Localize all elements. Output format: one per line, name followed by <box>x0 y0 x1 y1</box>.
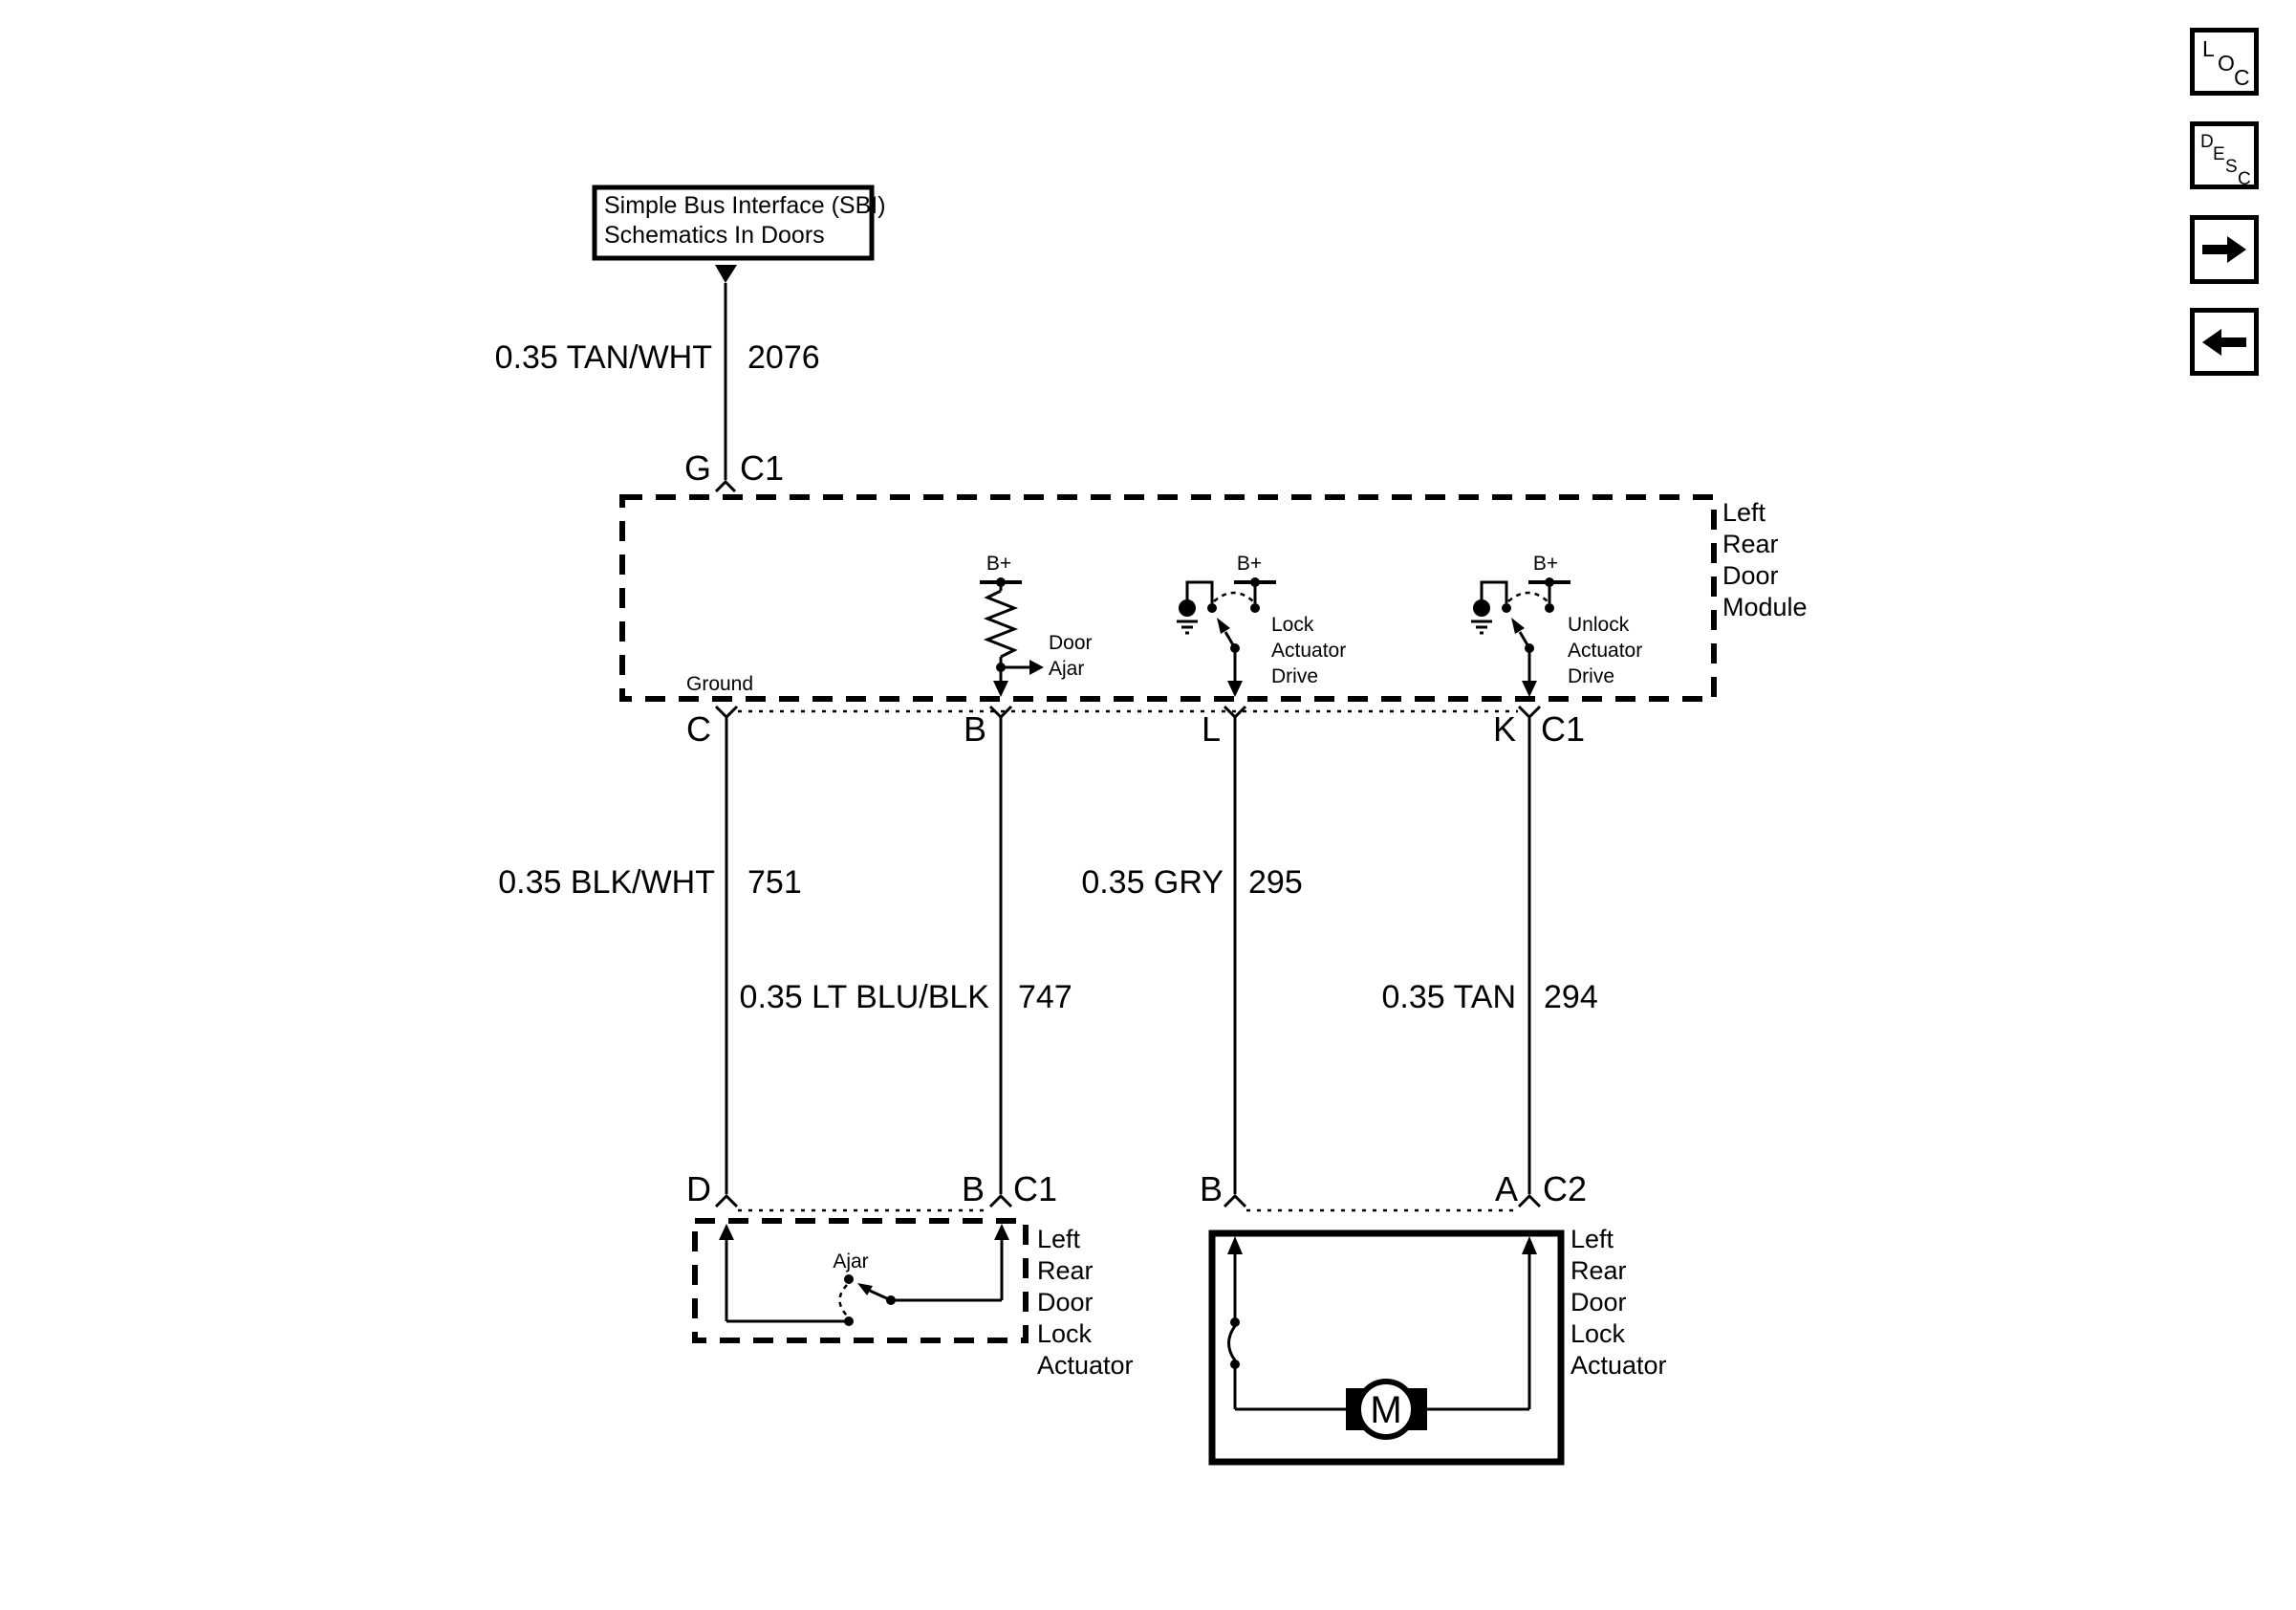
junction-dot <box>1230 1317 1240 1327</box>
ajar-actuator-connector-c1-label: C1 <box>1013 1169 1058 1208</box>
lock-actuator-pin-a-label: A <box>1494 1169 1518 1208</box>
ground-terminal-dot <box>1473 599 1490 617</box>
loc-button[interactable] <box>2190 28 2259 96</box>
lock-actuator-drive-circuit <box>1177 553 1346 697</box>
switch-arm <box>870 1291 891 1300</box>
forward-arrow-icon <box>2202 236 2246 263</box>
desc-letter: C <box>2238 169 2251 189</box>
lock-actuator-name-line: Actuator <box>1570 1351 1667 1380</box>
wire-color-label: 0.35 BLK/WHT <box>498 864 715 901</box>
bplus-label: B+ <box>1236 553 1263 575</box>
loc-letter: L <box>2202 36 2215 61</box>
switch-contact-dot <box>1250 603 1260 613</box>
wire <box>1187 582 1212 603</box>
pin-d-terminal-icon <box>716 1196 737 1207</box>
sbi-reference-line2[interactable]: Schematics In Doors <box>604 222 825 249</box>
module-name-line: Module <box>1722 593 1808 621</box>
up-arrow-icon <box>1522 1236 1537 1254</box>
loc-letter: C <box>2234 65 2250 90</box>
switch-throw-arc <box>1508 593 1548 601</box>
switch-throw-arc <box>1214 593 1253 601</box>
sbi-wire-circuit-label: 2076 <box>747 339 820 376</box>
switch-arm-arrow-icon <box>1511 618 1525 634</box>
module-pin-g-label: G <box>683 448 711 488</box>
door-ajar-label-line: Door <box>1049 632 1093 654</box>
ajar-actuator-pin-b-label: B <box>961 1169 985 1208</box>
unlock-drive-label-line: Actuator <box>1568 640 1643 662</box>
flexible-link-arc <box>1229 1326 1236 1360</box>
pin-k-terminal-icon <box>1519 707 1540 717</box>
module-pin-l-label: L <box>1201 709 1221 749</box>
lock-drive-label-line: Actuator <box>1271 640 1347 662</box>
wire-circuit-label: 294 <box>1544 979 1598 1015</box>
module-pin-b-label: B <box>963 709 986 749</box>
door-ajar-label-line: Ajar <box>1049 658 1085 680</box>
back-arrow-icon <box>2202 329 2246 356</box>
ajar-actuator-pin-d-label: D <box>686 1169 711 1208</box>
pin-c-terminal-icon <box>716 707 737 717</box>
down-arrow-icon <box>993 681 1008 697</box>
wire-circuit-label: 747 <box>1018 979 1072 1015</box>
ajar-switch-box <box>695 1221 1026 1340</box>
lock-actuator-name-line: Left <box>1570 1225 1614 1253</box>
module-pin-k-label: K <box>1492 709 1516 749</box>
lock-actuator-name-line: Door <box>1570 1288 1627 1316</box>
ajar-actuator-name-line: Door <box>1037 1288 1094 1316</box>
loc-letter: O <box>2218 51 2235 76</box>
lock-drive-label-line: Drive <box>1271 665 1319 687</box>
unlock-drive-label-line: Drive <box>1568 665 1615 687</box>
right-arrow-icon <box>1029 660 1044 675</box>
lock-actuator-connector-c2-label: C2 <box>1543 1169 1588 1208</box>
down-arrow-icon <box>1227 681 1243 697</box>
ajar-actuator-name-line: Rear <box>1037 1256 1094 1285</box>
switch-contact-dot <box>844 1316 854 1326</box>
module-name-line: Left <box>1722 498 1766 527</box>
ajar-actuator-name-line: Left <box>1037 1225 1081 1253</box>
unlock-actuator-drive-circuit <box>1471 553 1642 697</box>
wire-circuit-label: 751 <box>747 864 802 901</box>
motor-m-label: M <box>1370 1389 1402 1431</box>
pin-g-terminal-icon <box>716 482 735 491</box>
lock-actuator-motor-box <box>1212 1233 1561 1462</box>
pin-b-terminal-icon <box>990 1196 1011 1207</box>
desc-button[interactable] <box>2190 121 2259 189</box>
switch-contact-dot <box>1545 603 1554 613</box>
lock-actuator-name-line: Lock <box>1570 1319 1626 1348</box>
door-ajar-sense-circuit <box>980 553 1093 697</box>
switch-contact-dot <box>1207 603 1217 613</box>
switch-arm-arrow-icon <box>1217 618 1230 634</box>
down-arrow-icon <box>1522 681 1537 697</box>
desc-letter: E <box>2213 144 2225 164</box>
lock-drive-label-line: Lock <box>1271 614 1314 636</box>
ground-terminal-dot <box>1179 599 1196 617</box>
module-connector-c1-bottom-label: C1 <box>1541 709 1586 749</box>
ajar-contact-dot <box>844 1274 854 1284</box>
forward-button[interactable] <box>2190 215 2259 284</box>
lock-actuator-pin-b-label: B <box>1199 1169 1223 1208</box>
ajar-switch-label: Ajar <box>833 1251 869 1273</box>
unlock-drive-label-line: Unlock <box>1568 614 1630 636</box>
ajar-actuator-name-line: Lock <box>1037 1319 1093 1348</box>
module-name-line: Door <box>1722 561 1779 590</box>
desc-letter: S <box>2225 157 2238 177</box>
sbi-reference-box[interactable] <box>595 187 886 258</box>
pin-a-terminal-icon <box>1519 1196 1540 1207</box>
desc-letter: D <box>2200 132 2214 152</box>
reference-down-arrow-icon <box>715 265 737 283</box>
ajar-actuator-name-line: Actuator <box>1037 1351 1134 1380</box>
module-ground-label: Ground <box>686 673 754 695</box>
wire-circuit-label: 295 <box>1248 864 1303 901</box>
switch-arm-arrow-icon <box>857 1283 873 1295</box>
sbi-reference-line1[interactable]: Simple Bus Interface (SBI) <box>604 192 886 219</box>
wire <box>1482 582 1506 603</box>
switch-throw-arc <box>840 1285 848 1316</box>
wire-color-label: 0.35 GRY <box>1081 864 1224 901</box>
wire-color-label: 0.35 LT BLU/BLK <box>739 979 989 1015</box>
up-arrow-icon <box>1227 1236 1243 1254</box>
bplus-label: B+ <box>986 553 1012 575</box>
lock-actuator-name-line: Rear <box>1570 1256 1627 1285</box>
switch-contact-dot <box>1502 603 1511 613</box>
bplus-label: B+ <box>1532 553 1559 575</box>
pin-b-terminal-icon <box>1224 1196 1245 1207</box>
module-connector-c1-top-label: C1 <box>740 448 785 488</box>
resistor-icon <box>987 591 1014 657</box>
module-pin-c-label: C <box>686 709 711 749</box>
wire-color-label: 0.35 TAN <box>1381 979 1516 1015</box>
sbi-wire-color-label: 0.35 TAN/WHT <box>494 339 712 376</box>
module-name-line: Rear <box>1722 530 1779 558</box>
back-button[interactable] <box>2190 308 2259 376</box>
